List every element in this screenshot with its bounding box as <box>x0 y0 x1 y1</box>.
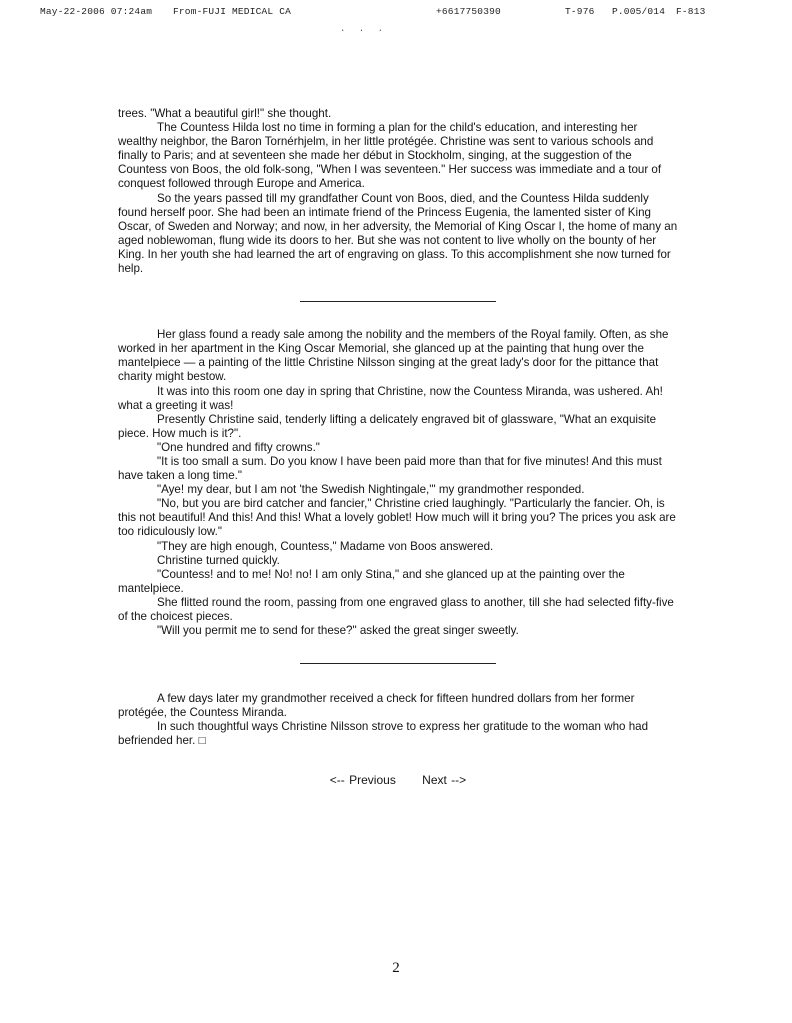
paragraph: Presently Christine said, tenderly lifting a delicately engraved bit of glassware, "What an exquisite piece. How much is it?". <box>118 412 657 440</box>
paragraph: Christine turned quickly. <box>157 553 280 567</box>
paragraph: "They are high enough, Countess," Madame von Boos answered. <box>157 539 494 553</box>
paragraph: It was into this room one day in spring that Christine, now the Countess Miranda, was ushered. Ah! what a greeting it was! <box>118 384 663 412</box>
previous-link[interactable]: <-- Previous <box>329 772 396 787</box>
fax-f-number: F-813 <box>676 6 706 17</box>
section-3 <box>118 692 678 748</box>
next-link[interactable]: Next --> <box>422 772 467 787</box>
section-divider <box>300 663 496 664</box>
fax-noise-marks: . . . <box>340 24 388 34</box>
fax-phone: +6617750390 <box>436 6 501 17</box>
fax-date-time: May-22-2006 07:24am <box>40 6 153 17</box>
paragraph: "No, but you are bird catcher and fancier," Christine cried laughingly. "Particularly the fancier. Oh, is this not beautiful! And this! And this! What a lovely goblet! How much will it bring you? The prices you ask are too ridiculously low." <box>118 497 676 539</box>
paragraph: trees. "What a beautiful girl!" she thought. <box>118 107 332 120</box>
document-body <box>118 107 678 787</box>
paragraph: In such thoughtful ways Christine Nilsson strove to express her gratitude to the woman who had befriended her. □ <box>118 720 649 748</box>
paragraph: "Countess! and to me! No! no! I am only Stina," and she glanced up at the painting over the mantelpiece. <box>118 567 625 595</box>
paragraph: The Countess Hilda lost no time in forming a plan for the child's education, and interesting her wealthy neighbor, the Baron Tornérhjelm, in her little protégée. Christine was sent to various schools and finally to Paris; and at seventeen she made her début in Stockholm, singing, at the suggestion of the Countess von Boos, the old folk-song, "When I was seventeen." Her success was immediate and a tour of conquest followed through Europe and America. <box>118 121 662 191</box>
fax-sender: From-FUJI MEDICAL CA <box>173 6 292 17</box>
paragraph: She flitted round the room, passing from one engraved glass to another, till she had selected fifty-five of the choicest pieces. <box>118 595 674 623</box>
section-2 <box>118 328 678 638</box>
paragraph: Her glass found a ready sale among the nobility and the members of the Royal family. Often, as she worked in her apartment in the King Oscar Memorial, she glanced up at the painting that hung over the mantelpiece — a painting of the little Christine Nilsson singing at the great lady's door for the pittance that charity might bestow. <box>118 328 669 384</box>
fax-page-count: P.005/014 <box>612 6 666 17</box>
page-navigation <box>118 773 678 787</box>
paragraph: A few days later my grandmother received a check for fifteen hundred dollars from her former protégée, the Countess Miranda. <box>118 692 635 720</box>
paragraph: So the years passed till my grandfather Count von Boos, died, and the Countess Hilda suddenly found herself poor. She had been an intimate friend of the Princess Eugenia, the lamented sister of King Oscar, of Sweden and Norway; and now, in her adversity, the Memorial of King Oscar I, the home of many an aged noblewoman, flung wide its doors to her. But she was not content to live wholly on the bounty of her King. In her youth she had learned the art of engraving on glass. To this accomplishment she now turned for help. <box>118 191 678 276</box>
section-divider <box>300 301 496 302</box>
section-1 <box>118 107 678 276</box>
page-number: 2 <box>392 960 400 976</box>
fax-t-number: T-976 <box>565 6 595 17</box>
paragraph: "It is too small a sum. Do you know I have been paid more than that for five minutes! And this must have taken a long time." <box>118 454 662 483</box>
paragraph: "Aye! my dear, but I am not 'the Swedish Nightingale,'" my grandmother responded. <box>157 483 585 497</box>
paragraph: "One hundred and fifty crowns." <box>157 440 320 454</box>
fax-header <box>40 6 752 20</box>
paragraph: "Will you permit me to send for these?" asked the great singer sweetly. <box>157 624 519 638</box>
